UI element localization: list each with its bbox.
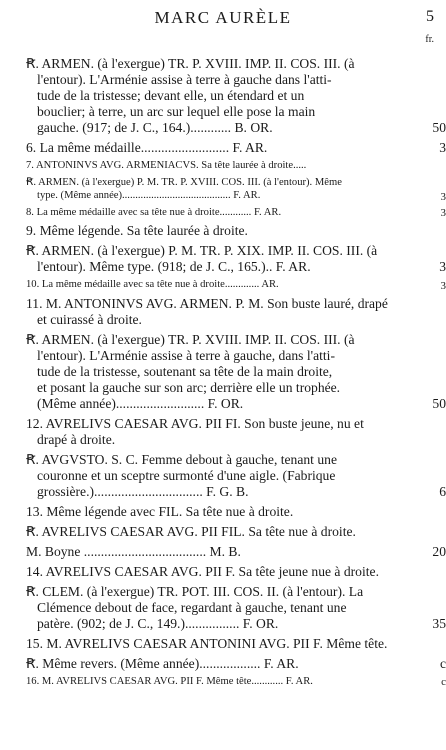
entry-line: Ꞧ. ARMEN. (à l'exergue) P. M. TR. P. XIX. IMP. II. COS. III. (à [26, 243, 378, 258]
catalog-entry [26, 278, 446, 292]
entry-value: 6 [439, 483, 446, 499]
entry-value: 35 [432, 615, 446, 631]
catalog-entry [26, 206, 446, 220]
entry-line: tude de la tristesse; devant elle, un étendard et un [37, 88, 305, 103]
entry-value: c [439, 655, 446, 671]
catalog-entry [26, 296, 430, 328]
page-number: 5 [426, 8, 434, 25]
catalog-entry [26, 543, 446, 560]
entry-line: Ꞧ. ARMEN. (à l'exergue) TR. P. XVIII. IMP. II. COS. III. (à [26, 331, 355, 347]
entry-line: 14. AVRELIVS CAESAR AVG. PII F. Sa tête jeune nue à droite. [26, 563, 379, 579]
entry-line: Ꞧ. Même revers. (Même année).................. F. AR. [26, 655, 299, 671]
entry-line: et cuirassé à droite. [37, 311, 142, 327]
catalog-entry [26, 159, 430, 173]
entry-line: patère. (902; de J. C., 149.)................ F. OR. [37, 615, 279, 631]
entry-value: 20 [432, 543, 446, 559]
catalog-entry [26, 140, 446, 156]
entry-line: Ꞧ. CLEM. (à l'exergue) TR. POT. III. COS. II. (à l'entour). La [26, 583, 364, 599]
entry-line: M. Boyne .................................... M. B. [26, 543, 241, 559]
catalog-entry [26, 243, 446, 275]
catalog-entry [26, 675, 446, 689]
entry-line: bouclier; à terre, un arc sur lequel elle pose la main [37, 104, 316, 119]
entry-line: 12. AVRELIVS CAESAR AVG. PII FI. Son buste jeune, nu et [26, 415, 364, 431]
catalog-entry [26, 564, 430, 580]
entry-value: 3 [439, 140, 446, 155]
entry-line: Clémence debout de face, regardant à gauche, tenant une [37, 599, 347, 615]
running-title: MARC AURÈLE [154, 8, 292, 27]
entry-value: 3 [439, 259, 446, 274]
entry-line: type. (Même année)......................................... F. AR. [37, 190, 261, 201]
catalog-entry [26, 636, 430, 652]
entry-line: Ꞧ. ARMEN. (à l'exergue) TR. P. XVIII. IMP. II. COS. III. (à [26, 56, 355, 71]
entry-line: gauche. (917; de J. C., 164.)............ B. OR. [37, 120, 273, 135]
entry-line: couronne et un sceptre surmonté d'une aigle. (Fabrique [37, 467, 336, 483]
catalog-entry [26, 176, 446, 203]
entry-line: et posant la gauche sur son arc; derrière elle un trophée. [37, 379, 341, 395]
entry-line: grossière.)................................ F. G. B. [37, 483, 249, 499]
entry-value: 3 [440, 190, 446, 203]
catalog-entry [26, 451, 446, 500]
entry-line: 11. M. ANTONINVS AVG. ARMEN. P. M. Son buste lauré, drapé [26, 295, 388, 311]
catalog-entry [26, 56, 446, 136]
entry-line: 16. M. AVRELIVS CAESAR AVG. PII F. Même tête............ F. AR. [26, 675, 313, 687]
entry-value: 50 [432, 395, 446, 411]
entry-value: 3 [440, 279, 446, 292]
entry-line: l'entour). Même type. (918; de J. C., 165.).. F. AR. [37, 259, 311, 274]
entry-line: 15. M. AVRELIVS CAESAR ANTONINI AVG. PII F. Même tête. [26, 635, 388, 651]
entry-line: Ꞧ. ARMEN. (à l'exergue) P. M. TR. P. XVIII. COS. III. (à l'entour). Même [26, 176, 342, 188]
entry-line: tude de la tristesse, soutenant sa tête de la main droite, [37, 363, 333, 379]
entry-value: c [441, 676, 446, 688]
entry-line: (Même année).......................... F. OR. [37, 395, 244, 411]
entry-line: Ꞧ. AVRELIVS CAESAR AVG. PII FIL. Sa tête nue à droite. [26, 523, 356, 539]
entry-line: l'entour). L'Arménie assise à terre à gauche dans l'atti- [37, 72, 332, 87]
entry-value: 3 [440, 207, 446, 219]
catalog-entry [26, 416, 430, 448]
price-column-label: fr. [425, 34, 434, 45]
entry-line: l'entour). L'Arménie assise à terre à gauche, dans l'atti- [37, 347, 335, 363]
entry-line: 7. ANTONINVS AVG. ARMENIACVS. Sa tête laurée à droite..... [26, 160, 307, 171]
entry-line: drapé à droite. [37, 431, 116, 447]
catalog-entry [26, 331, 446, 412]
catalog-entry [26, 655, 446, 672]
entry-line: 13. Même légende avec FIL. Sa tête nue à droite. [26, 503, 294, 519]
catalog-entry [26, 223, 430, 239]
entry-line: 10. La même médaille avec sa tête nue à droite............. AR. [26, 279, 279, 290]
entry-line: 6. La même médaille.......................... F. AR. [26, 140, 268, 155]
entry-value: 50 [432, 120, 446, 135]
catalog-entry [26, 524, 430, 540]
page-header [0, 8, 446, 48]
entry-line: Ꞧ. AVGVSTO. S. C. Femme debout à gauche, tenant une [26, 451, 337, 467]
catalog-entry [26, 583, 446, 632]
catalog-entries [26, 52, 446, 688]
entry-line: 8. La même médaille avec sa tête nue à droite............ F. AR. [26, 206, 282, 218]
catalog-entry [26, 504, 430, 520]
entry-line: 9. Même légende. Sa tête laurée à droite. [26, 223, 248, 238]
